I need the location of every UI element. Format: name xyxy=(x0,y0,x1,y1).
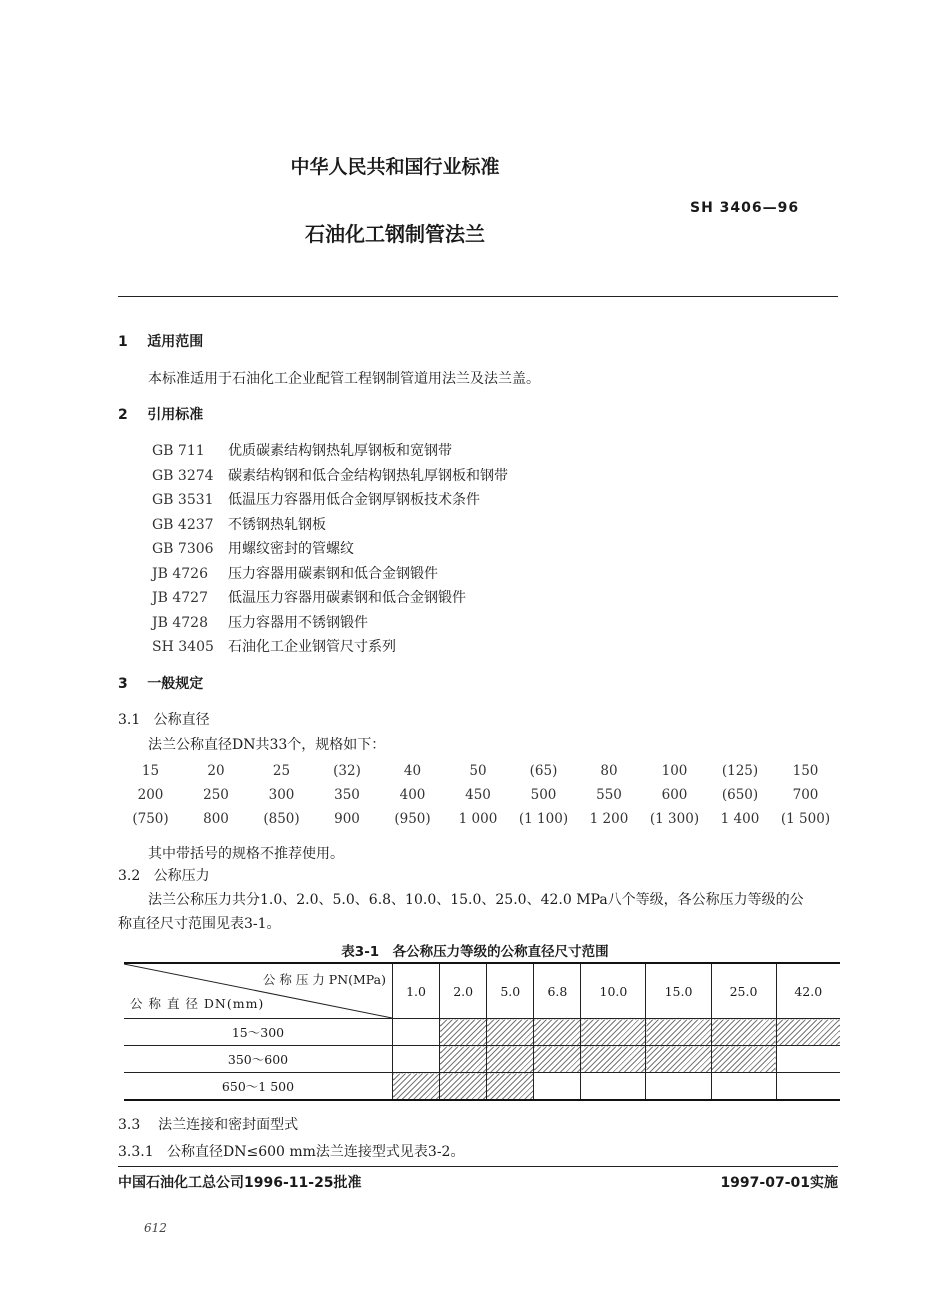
dn-value: (1 300) xyxy=(649,811,700,827)
dn-value: (850) xyxy=(263,811,300,827)
dn-value: 20 xyxy=(207,763,225,779)
dn-value: 550 xyxy=(596,787,622,803)
section-3-1-note: 其中带括号的规格不推荐使用。 xyxy=(148,846,344,862)
dn-value: 450 xyxy=(465,787,491,803)
dn-value: 1 400 xyxy=(720,811,760,827)
dn-range-cell: 350～600 xyxy=(124,1046,393,1073)
dn-row xyxy=(118,787,838,803)
reference-code: JB 4727 xyxy=(152,590,208,606)
effective-date: 1997-07-01实施 xyxy=(720,1175,838,1191)
reference-item xyxy=(152,489,480,509)
header-rule xyxy=(118,296,838,297)
applicable-cell xyxy=(711,1019,776,1046)
reference-code: GB 4237 xyxy=(152,516,214,533)
table-caption: 表3-1 各公称压力等级的公称直径尺寸范围 xyxy=(341,944,609,960)
dn-value: 25 xyxy=(272,763,291,779)
section-3-3-heading xyxy=(118,1114,298,1134)
applicable-cell xyxy=(646,1046,711,1073)
reference-code: GB 711 xyxy=(152,443,205,459)
dn-range-cell: 15～300 xyxy=(124,1019,393,1046)
dn-value: 150 xyxy=(792,763,819,779)
doc-code: SH 3406—96 xyxy=(690,200,800,216)
dn-value: 1 200 xyxy=(589,811,629,827)
reference-item xyxy=(152,465,508,485)
dn-value: (750) xyxy=(132,811,169,827)
dn-value: 900 xyxy=(334,811,360,827)
reference-item xyxy=(152,440,452,460)
reference-code: GB 7306 xyxy=(152,541,214,557)
doc-title: 石油化工钢制管法兰 xyxy=(305,222,485,246)
dn-range-cell: 650～1 500 xyxy=(124,1073,393,1101)
dn-value: 250 xyxy=(203,787,229,803)
pressure-header-cell: 10.0 xyxy=(581,963,646,1019)
reference-item xyxy=(152,587,466,607)
dn-value: (1 100) xyxy=(518,811,569,827)
applicable-cell xyxy=(440,1046,487,1073)
dn-row xyxy=(118,811,838,827)
applicable-cell xyxy=(440,1073,487,1101)
reference-title: 用螺纹密封的管螺纹 xyxy=(228,541,354,557)
section-1-text: 本标准适用于石油化工企业配管工程钢制管道用法兰及法兰盖。 xyxy=(148,371,540,387)
dn-value: 400 xyxy=(399,787,426,803)
table-header-diagonal-cell xyxy=(124,963,393,1019)
dn-value: (125) xyxy=(721,763,759,779)
section-number: 3 xyxy=(118,676,128,692)
section-3-heading xyxy=(118,673,203,693)
section-3-2-text-line1: 法兰公称压力共分1.0、2.0、5.0、6.8、10.0、15.0、25.0、42.0 MPa八个等级，各公称压力等级的公 xyxy=(148,892,804,908)
applicable-cell xyxy=(487,1019,534,1046)
empty-cell xyxy=(711,1073,776,1101)
dn-value: (1 500) xyxy=(780,811,831,827)
dn-value: 800 xyxy=(203,811,229,827)
applicable-cell xyxy=(776,1019,840,1046)
applicable-cell xyxy=(711,1046,776,1073)
reference-item xyxy=(152,514,326,534)
section-title: 引用标准 xyxy=(147,407,204,423)
reference-code: SH 3405 xyxy=(152,639,214,655)
section-number: 3.3.1 xyxy=(118,1144,154,1160)
table-row xyxy=(124,1073,840,1101)
pn-header: 公 称 压 力 PN(MPa) xyxy=(262,972,386,987)
pressure-header-cell: 25.0 xyxy=(711,963,776,1019)
reference-title: 石油化工企业钢管尺寸系列 xyxy=(228,639,396,655)
dn-value: (32) xyxy=(333,763,361,779)
org-title: 中华人民共和国行业标准 xyxy=(290,156,500,178)
pressure-header-cell: 1.0 xyxy=(393,963,440,1019)
table-row xyxy=(124,1019,840,1046)
applicable-cell xyxy=(581,1046,646,1073)
dn-value: 700 xyxy=(792,787,819,803)
section-title: 法兰连接和密封面型式 xyxy=(158,1117,299,1133)
reference-title: 压力容器用不锈钢锻件 xyxy=(228,614,368,631)
table-row xyxy=(124,1046,840,1073)
section-3-1-heading xyxy=(118,709,210,729)
dn-header: 公 称 直 径 DN(mm) xyxy=(130,996,265,1011)
reference-code: JB 4726 xyxy=(152,565,208,582)
section-title: 适用范围 xyxy=(147,334,204,350)
footer-rule xyxy=(118,1166,838,1167)
applicable-cell xyxy=(581,1019,646,1046)
approval-date: 中国石油化工总公司1996-11-25批准 xyxy=(118,1175,362,1191)
dn-value: 80 xyxy=(600,763,618,779)
reference-title: 压力容器用碳素钢和低合金钢锻件 xyxy=(228,565,438,582)
pressure-header-cell: 15.0 xyxy=(646,963,711,1019)
empty-cell xyxy=(534,1073,581,1101)
section-number: 3.1 xyxy=(118,712,141,728)
reference-title: 不锈钢热轧钢板 xyxy=(228,516,326,533)
section-title: 公称压力 xyxy=(153,868,210,884)
dn-value: 500 xyxy=(530,787,557,803)
reference-title: 优质碳素结构钢热轧厚钢板和宽钢带 xyxy=(228,443,452,459)
empty-cell xyxy=(646,1073,711,1101)
section-number: 3.3 xyxy=(118,1117,141,1133)
section-1-heading xyxy=(118,331,203,351)
reference-item xyxy=(152,636,396,656)
empty-cell xyxy=(776,1046,840,1073)
pressure-header-cell: 2.0 xyxy=(440,963,487,1019)
page-number: 612 xyxy=(144,1221,167,1235)
dn-value: (950) xyxy=(394,811,431,827)
empty-cell xyxy=(581,1073,646,1101)
section-3-2-text-line2: 称直径尺寸范围见表3-1。 xyxy=(118,916,281,932)
section-title: 公称直径 xyxy=(153,712,210,728)
reference-title: 低温压力容器用低合金钢厚钢板技术条件 xyxy=(228,492,480,508)
dn-value: 600 xyxy=(661,787,688,803)
dn-value: 15 xyxy=(141,763,160,779)
section-number: 3.2 xyxy=(118,868,141,884)
section-number: 2 xyxy=(118,407,128,423)
applicable-cell xyxy=(440,1019,487,1046)
dn-value: 350 xyxy=(334,787,360,803)
reference-item xyxy=(152,538,354,558)
section-2-heading xyxy=(118,404,203,424)
reference-item xyxy=(152,563,438,583)
applicable-cell xyxy=(393,1073,440,1101)
reference-title: 碳素结构钢和低合金结构钢热轧厚钢板和钢带 xyxy=(228,467,508,484)
dn-value: 100 xyxy=(661,763,688,779)
reference-title: 低温压力容器用碳素钢和低合金钢锻件 xyxy=(228,590,466,606)
applicable-cell xyxy=(646,1019,711,1046)
dn-value: 40 xyxy=(403,763,422,779)
empty-cell xyxy=(393,1019,440,1046)
dn-value: 50 xyxy=(469,763,487,779)
reference-item xyxy=(152,612,368,632)
applicable-cell xyxy=(534,1019,581,1046)
pressure-diameter-table xyxy=(124,962,840,1101)
reference-code: GB 3274 xyxy=(152,467,214,484)
applicable-cell xyxy=(534,1046,581,1073)
empty-cell xyxy=(393,1046,440,1073)
section-title: 一般规定 xyxy=(147,676,204,692)
section-3-1-intro: 法兰公称直径DN共33个，规格如下： xyxy=(148,737,386,753)
applicable-cell xyxy=(487,1073,534,1101)
pressure-header-cell: 42.0 xyxy=(776,963,840,1019)
pressure-header-cell: 6.8 xyxy=(534,963,581,1019)
section-number: 1 xyxy=(118,334,128,350)
dn-value: 1 000 xyxy=(458,811,498,827)
dn-value: (65) xyxy=(529,763,558,779)
dn-value: 200 xyxy=(137,787,164,803)
reference-code: JB 4728 xyxy=(152,614,208,631)
dn-value: 300 xyxy=(268,787,295,803)
section-3-3-1 xyxy=(118,1141,464,1161)
empty-cell xyxy=(776,1073,840,1101)
applicable-cell xyxy=(487,1046,534,1073)
dn-value: (650) xyxy=(721,787,759,803)
reference-code: GB 3531 xyxy=(152,492,214,508)
section-text: 公称直径DN≤600 mm法兰连接型式见表3-2。 xyxy=(166,1144,465,1160)
dn-row xyxy=(118,763,838,779)
pressure-header-cell: 5.0 xyxy=(487,963,534,1019)
section-3-2-heading xyxy=(118,865,210,885)
